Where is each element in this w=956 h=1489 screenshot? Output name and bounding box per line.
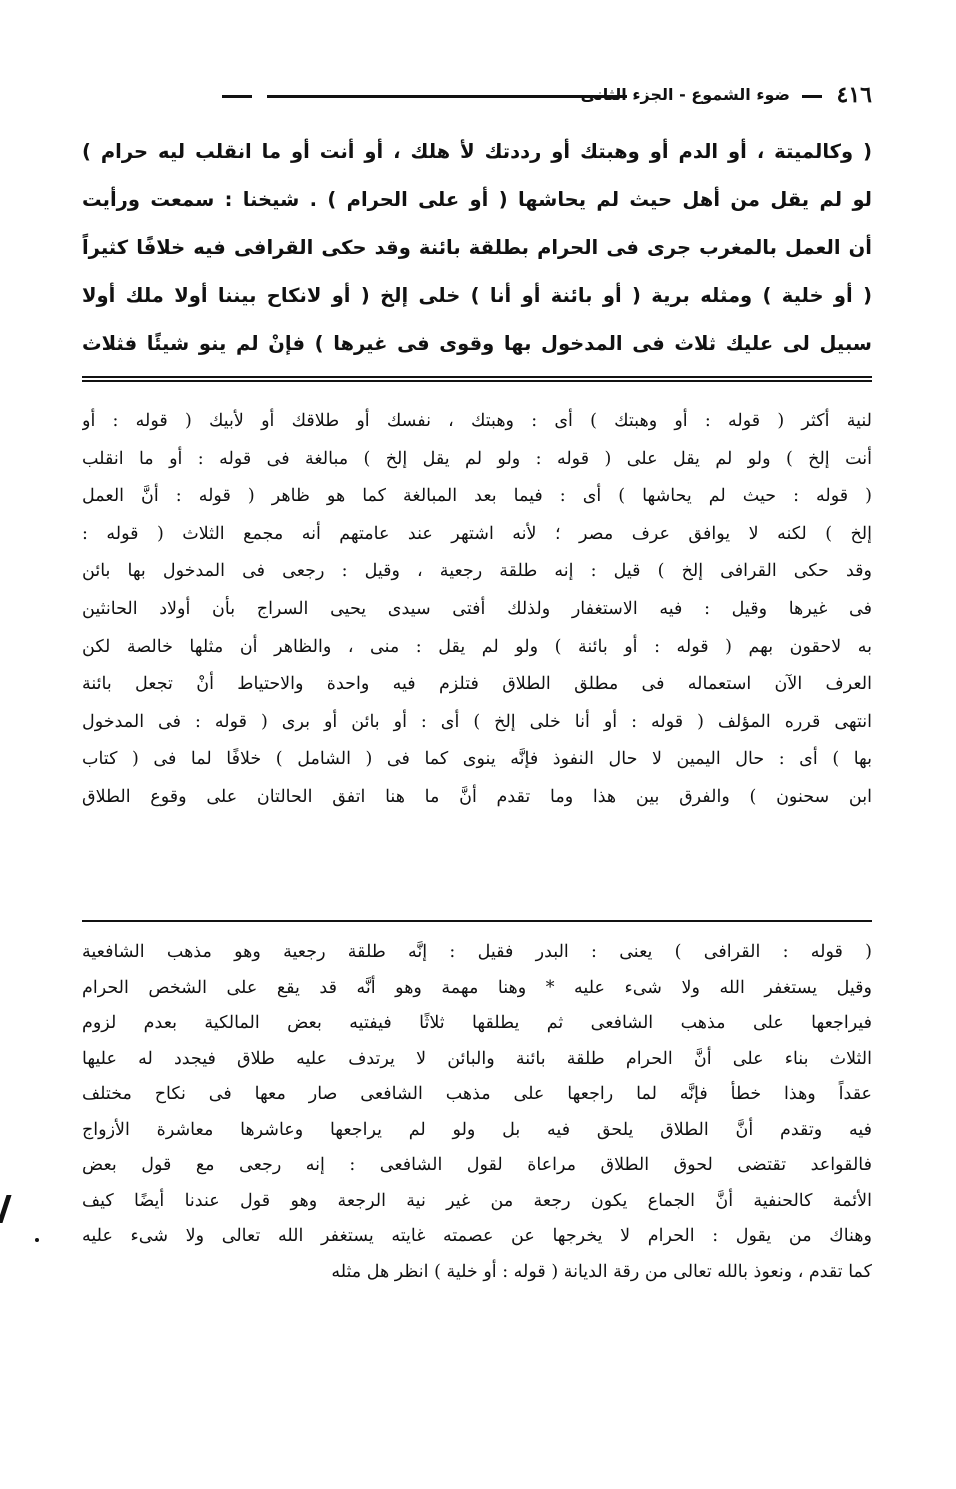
main-line: أن العمل بالمغرب جرى فى الحرام بطلقة بائنة وقد حكى القرافى فيه خلافًا كثيراً bbox=[82, 236, 872, 259]
commentary-line: فيراجعها على مذهب الشافعى ثم يطلقها ثلاثًا فيفتيه بعض المالكية بعدم لزوم bbox=[82, 1013, 872, 1033]
commentary-line: ( قوله : القرافى ) يعنى : البدر فقيل : إنَّه طلقة رجعية وهو مذهب الشافعية bbox=[82, 942, 872, 962]
commentary-line: وقيل يستغفر الله ولا شىء عليه * وهنا مهمة وهو أنَّه قد يقع على الشخص الحرام bbox=[82, 977, 872, 998]
commentary-line: به لاحقون بهم ( قوله : أو بائنة ) ولو لم يقل : منى ، والظاهر أن مثلها خالصة لكن bbox=[82, 636, 872, 657]
commentary-line: أنت إلخ ) ولو لم يقل على ( قوله : ولو لم يقل إلخ ) مبالغة فى قوله : أو ما انقلب bbox=[82, 448, 872, 469]
commentary-line: العرف الآن استعماله فى مطلق الطلاق فتلزم فيه واحدة والاحتياط أنْ تجعل بائنة bbox=[82, 674, 872, 695]
page-header bbox=[82, 80, 872, 114]
scan-speck bbox=[35, 1238, 39, 1242]
commentary-line: لنية أكثر ( قوله : أو وهبتك ) أى : وهبتك ، نفسك أو طلاقك أو لأبيك ( قوله : أو bbox=[82, 411, 872, 431]
section-divider-double bbox=[82, 376, 872, 382]
commentary-line: فيه وتقدم أنَّ الطلاق يلحق فيه بل ولو لم يراجعها وعاشرها معاشرة الأزواج bbox=[82, 1119, 872, 1140]
main-line: ( وكالميتة ، أو الدم أو وهبتك أو رددتك لأ هلك ، أو أنت أو ما انقلب ليه حرام ) bbox=[82, 140, 872, 163]
commentary-line: بها ) أى : حال اليمين لا حال النفوذ فإنَّه ينوى كما فى ( الشامل ) خلافًا لما فى ( كتاب bbox=[82, 749, 872, 770]
commentary-line: فالقواعد تقتضى لحوق الطلاق مراعاة لقول الشافعى : إنه رجعى مع قول بعض bbox=[82, 1155, 872, 1175]
scan-edge-mark bbox=[0, 1195, 12, 1223]
commentary-line: عقداً وهذا خطأ فإنَّه لما راجعها على مذهب الشافعى صار معها فى نكاح مختلف bbox=[82, 1084, 872, 1104]
header-dash-left bbox=[222, 95, 252, 98]
main-line: لو لم يقل من أهل حيث لم يحاشها ( أو على الحرام ) . شيخنا : سمعت ورأيت bbox=[82, 188, 872, 211]
main-line: ( أو خلية ) ومثله برية ( أو بائنة أو أنا ) خلى إلخ ( أو لانكاح بيننا أولا ملك أولا bbox=[82, 284, 872, 307]
header-dash-right bbox=[802, 95, 822, 98]
section-divider-single bbox=[82, 920, 872, 922]
commentary-line: فى غيرها وقيل : فيه الاستغفار ولذلك أفتى سيدى يحيى السراج بأن أولاد الحانثين bbox=[82, 598, 872, 619]
main-text bbox=[82, 128, 872, 368]
page-number: ٤١٦ bbox=[836, 82, 872, 108]
commentary-line: ابن سحنون ) والفرق بين هذا وما تقدم أنَّ ما هنا اتفق الحالتان على وقوع الطلاق bbox=[82, 786, 872, 807]
commentary-section-2 bbox=[82, 935, 872, 1290]
running-title: ضوء الشموع - الجزء الثانى bbox=[580, 85, 790, 104]
commentary-line: الثلاث بناء على أنَّ الحرام طلقة بائنة والبائن لا يرتدف عليه طلاق فيجدد له عليها bbox=[82, 1048, 872, 1069]
commentary-section-1 bbox=[82, 403, 872, 817]
commentary-line: ( قوله : حيث لم يحاشها ) أى : فيما بعد المبالغة كما هو ظاهر ( قوله : أنَّ العمل bbox=[82, 486, 872, 507]
commentary-line: انتهى قرره المؤلف ( قوله : أو أنا خلى إلخ ) أى : أو بائن أو برى ( قوله : فى المدخول bbox=[82, 711, 872, 732]
commentary-line: كما تقدم ، ونعوذ بالله تعالى من رقة الديانة ( قوله : أو خلية ) انظر هل مثله bbox=[331, 1261, 872, 1282]
commentary-line: الأئمة كالحنفية أنَّ الجماع يكون رجعة من غير نية الرجعة وهو قول عندنا أيضًا كيف bbox=[82, 1190, 872, 1211]
header-rule bbox=[267, 95, 627, 98]
commentary-line: وهناك من يقول : الحرام لا يخرجها عن عصمته غايته يستغفر الله تعالى ولا شىء عليه bbox=[82, 1226, 872, 1246]
commentary-line: إلخ ) لكنه لا يوافق عرف مصر ؛ لأنه اشتهر عند عامتهم أنه مجمع الثلاث ( قوله : bbox=[82, 523, 872, 544]
main-line: سبيل لى عليك ثلاث فى المدخول بها وقوى فى غيرها ) فإنْ لم ينو شيئًا فثلاث bbox=[82, 332, 872, 355]
commentary-line: وقد حكى القرافى إلخ ) قيل : إنه طلقة رجعية ، وقيل : رجعى فى المدخول بها بائن bbox=[82, 561, 872, 582]
